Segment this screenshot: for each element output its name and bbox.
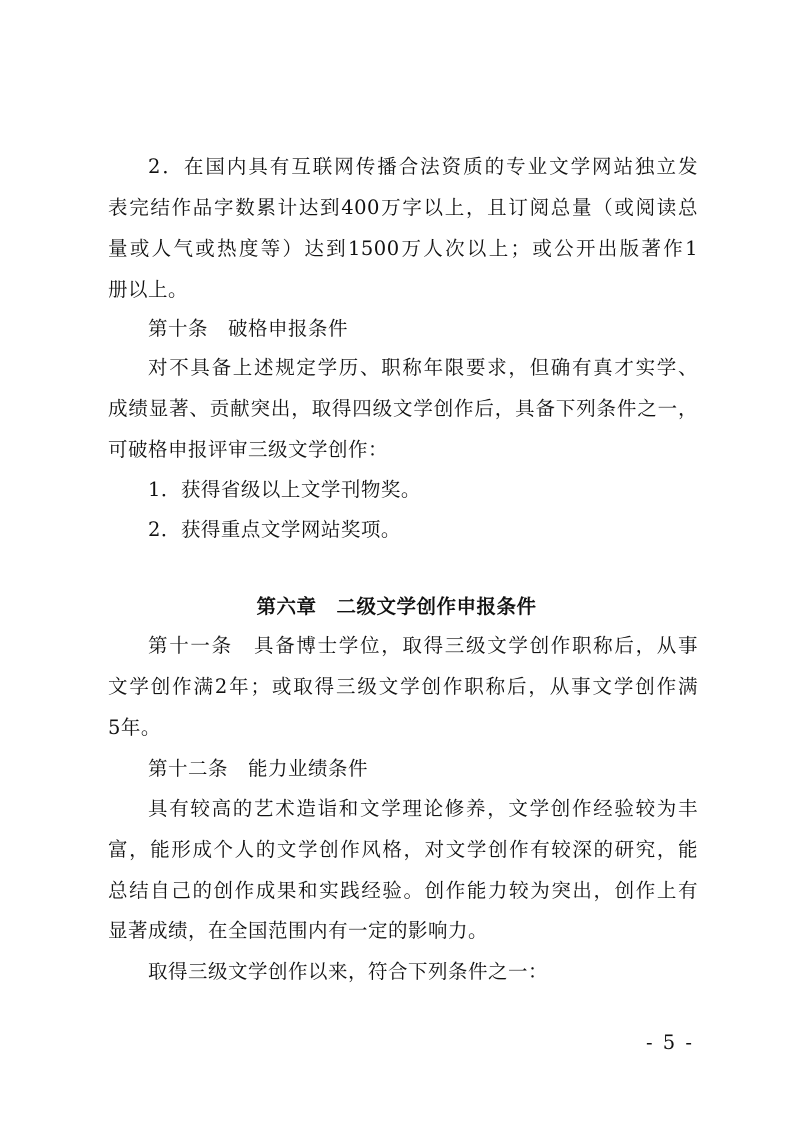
article-11-line-2: 文学创作满2年；或取得三级文学创作职称后，从事文学创作满 [108,675,698,698]
article-10-line-2: 成绩显著、贡献突出，取得四级文学创作后，具备下列条件之一， [108,397,698,420]
article-12-line-1: 具有较高的艺术造诣和文学理论修养，文学创作经验较为丰 [148,797,698,820]
page-number: - 5 - [646,1031,694,1054]
article-12-line-3: 总结自己的创作成果和实践经验。创作能力较为突出，创作上有 [108,879,698,902]
article-10-line-3: 可破格申报评审三级文学创作： [108,438,389,461]
article-10-item-2: 2．获得重点文学网站奖项。 [148,518,401,541]
article-10-title: 第十条 破格申报条件 [148,317,349,340]
paragraph-1-line-4: 册以上。 [108,278,189,301]
article-12-title: 第十二条 能力业绩条件 [148,757,369,780]
article-12-line-4: 显著成绩，在全国范围内有一定的影响力。 [108,919,489,942]
article-11-line-3: 5年。 [108,716,161,739]
paragraph-1-line-1: 2．在国内具有互联网传播合法资质的专业文学网站独立发 [148,155,698,178]
chapter-6-heading: 第六章 二级文学创作申报条件 [256,595,537,618]
paragraph-1-line-3: 量或人气或热度等）达到1500万人次以上；或公开出版著作1 [108,237,698,260]
article-11-line-1: 第十一条 具备博士学位，取得三级文学创作职称后，从事 [148,634,698,657]
paragraph-1-line-2: 表完结作品字数累计达到400万字以上，且订阅总量（或阅读总 [108,196,698,219]
article-12-closing: 取得三级文学创作以来，符合下列条件之一： [148,960,549,983]
article-12-line-2: 富，能形成个人的文学创作风格，对文学创作有较深的研究，能 [108,838,698,861]
article-10-line-1: 对不具备上述规定学历、职称年限要求，但确有真才实学、 [148,356,698,379]
article-10-item-1: 1．获得省级以上文学刊物奖。 [148,478,421,501]
